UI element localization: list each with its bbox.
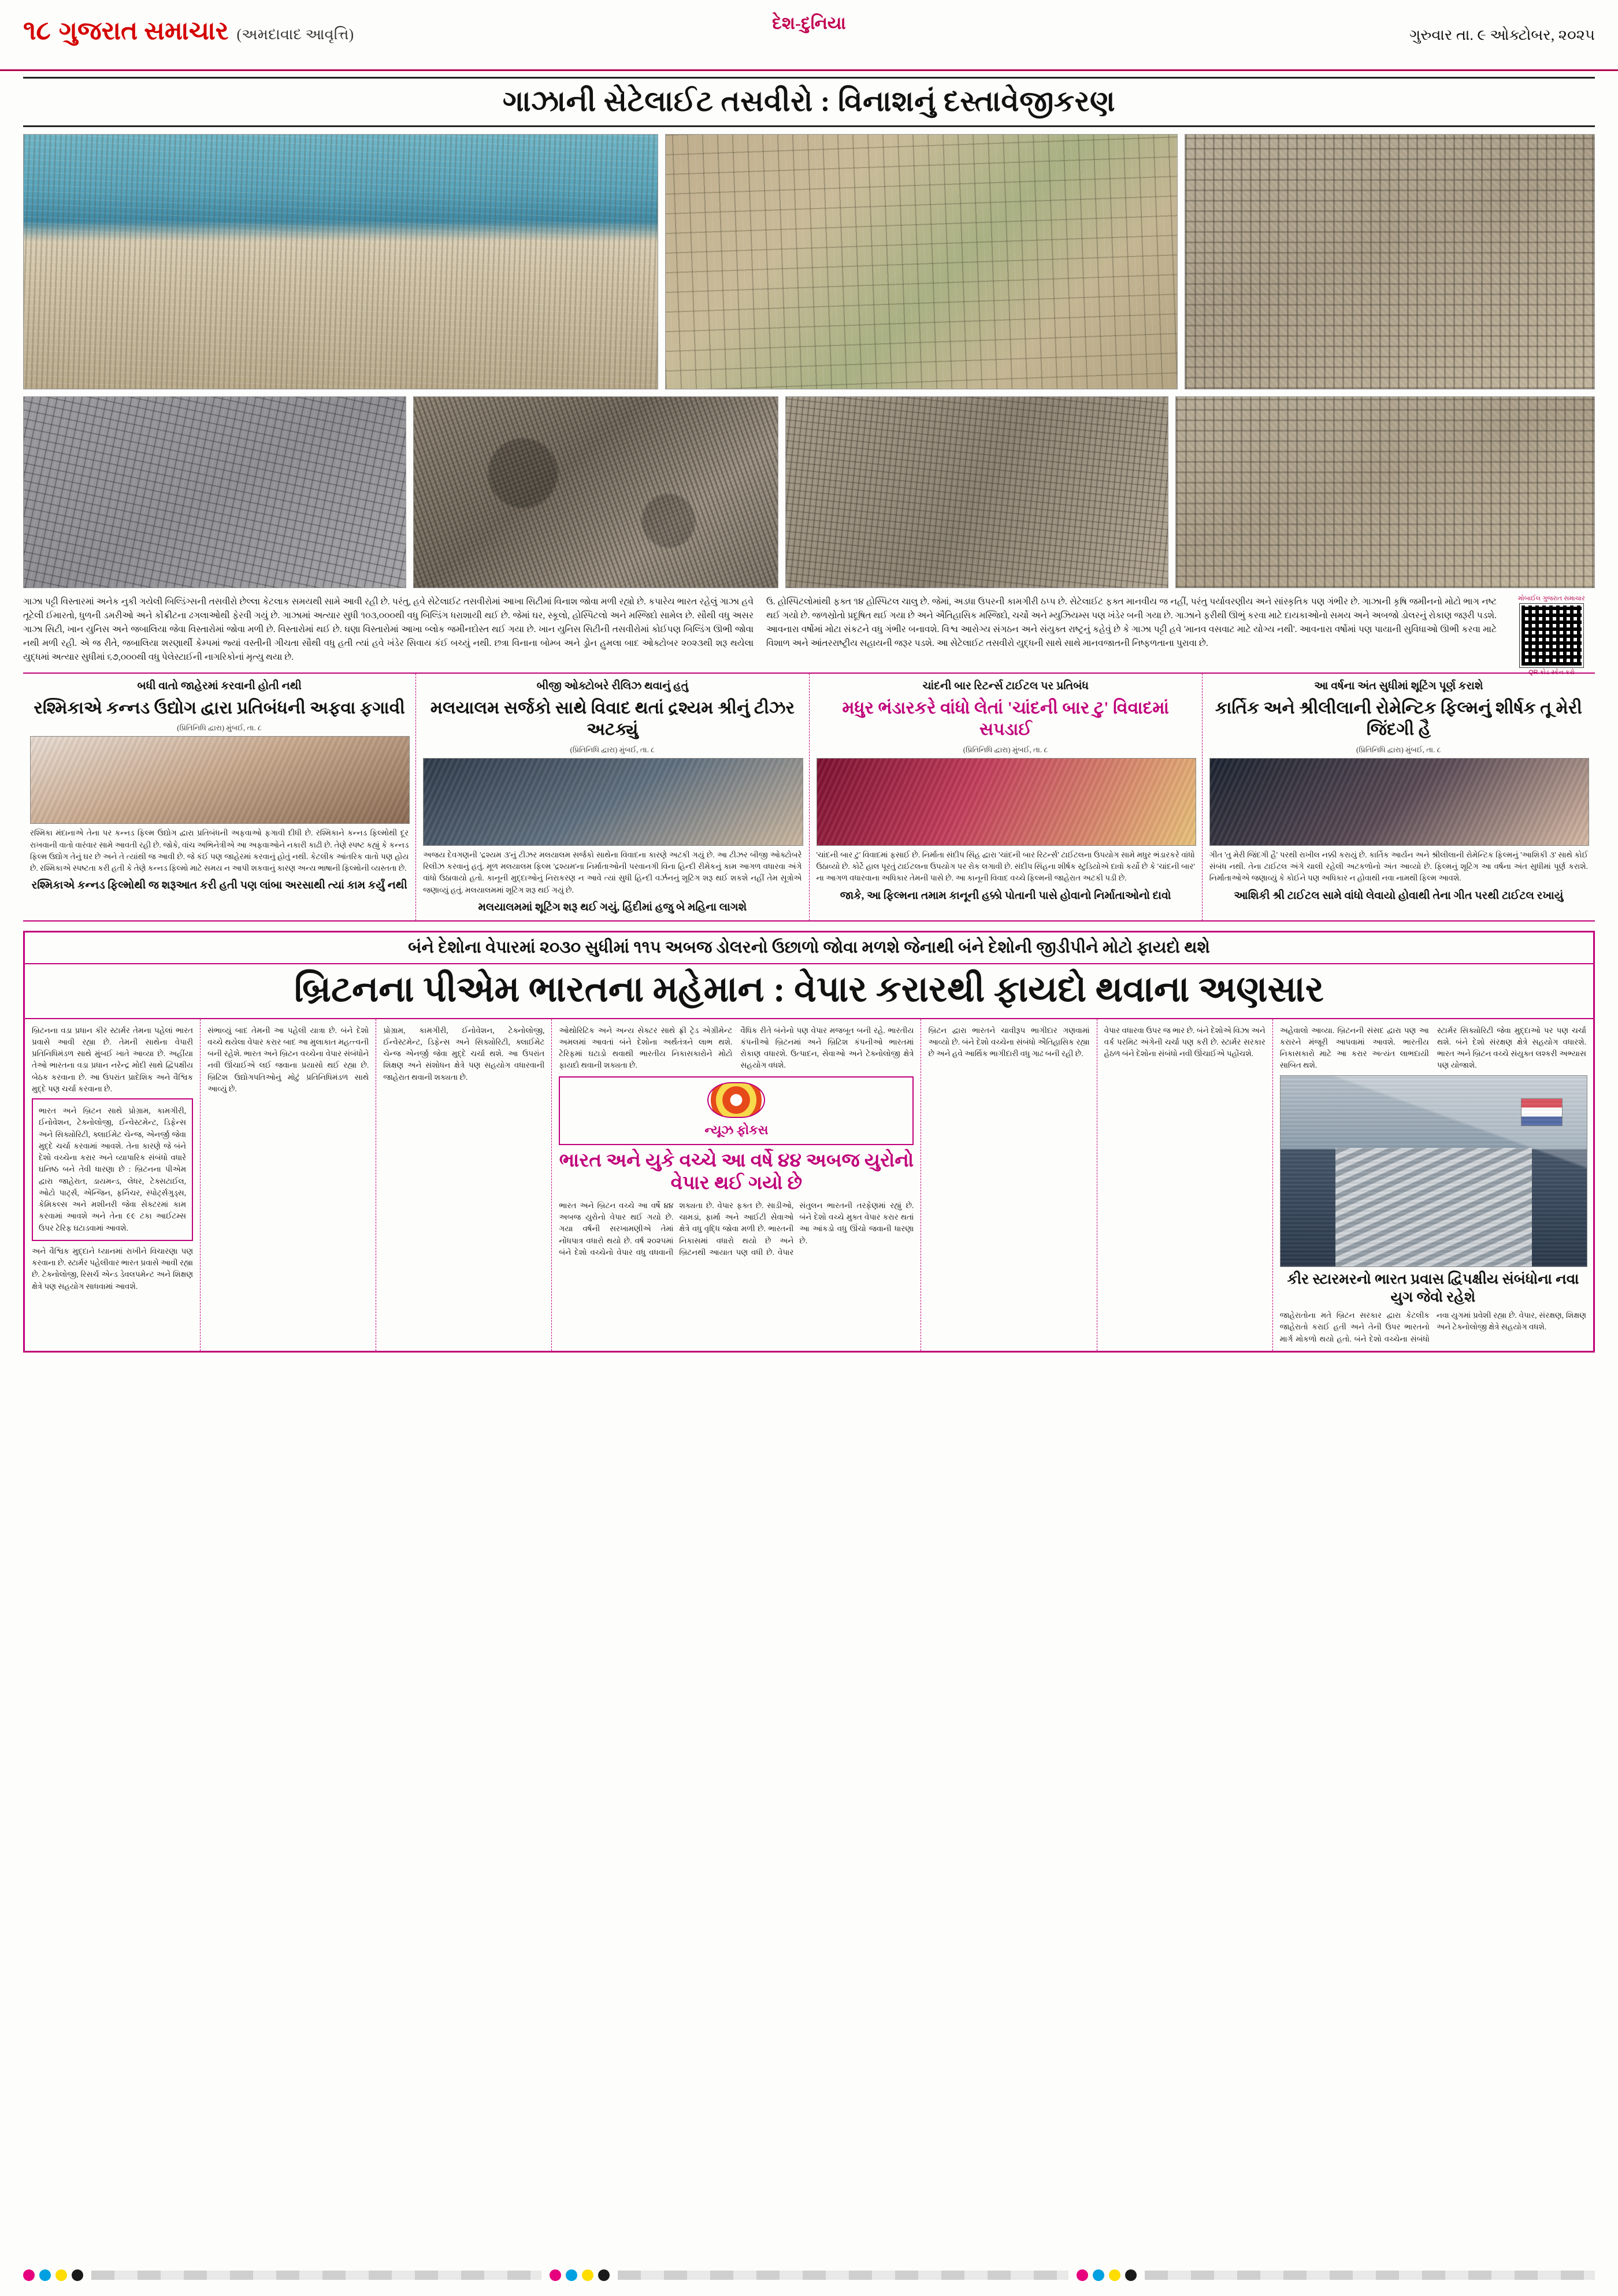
entertainment-story-band: [23, 673, 1595, 922]
lead-headline: ગાઝાની સેટેલાઈટ તસવીરો : વિનાશનું દસ્તાવેજીકરણ: [502, 85, 1116, 117]
color-dot-magenta: [23, 2269, 35, 2281]
britain-column-3: [376, 1019, 552, 1351]
story-byline: (પ્રિતિનિધિ દ્વારા) મુંબઈ, તા. ૮: [1356, 745, 1441, 754]
color-dot-magenta: [550, 2269, 561, 2281]
masthead-left: [23, 15, 354, 47]
story-footer: રશ્મિકાએ કન્નડ ફિલ્મોથી જ શરૂઆત કરી હતી પણ લાંબા અરસાથી ત્યાં કામ કર્યું નથી: [31, 879, 407, 892]
issue-date: ગુરુવાર તા. ૯ ઓક્ટોબર, ૨૦૨૫: [1409, 27, 1595, 43]
registration-band-2: [618, 2271, 1068, 2280]
story-byline: (પ્રિતિનિધિ દ્વારા) મુંબઈ, તા. ૮: [177, 723, 262, 733]
britain-column-1: [25, 1019, 201, 1351]
photo-urban-block: [1185, 134, 1595, 389]
sub1-text-2: વેપાર ફક્ત છે. સાડીઓ, ચામડાં, ફાર્મા અને આઈટી સેવાઓ ક્ષેત્રે વધુ વૃદ્ધિ જોવા મળી છે. ભારતની નિકાસમાં વધારો થયો છે અને બ્રિટનથી આયાત પણ વધી છે.: [679, 1201, 794, 1257]
britain-highlight-text: ભારત અને બ્રિટન સાથે પ્રોગ્રામ, કામગીરી, ઈનોવેશન, ટેક્નોલોજી, ઈન્વેસ્ટમેન્ટ, ડિફેન્સ અને સિક્યોરિટી, ક્લાઈમેટ ચેન્જ, એનર્જી જેવા મુદ્દે ચર્ચા કરવામાં આવશે. તેના કારણે જે બંને દેશો વચ્ચેના કરાર અને વ્યાપારિક સંબંધો વધારે ઘનિષ્ઠ બને તેવી ધારણા છે : બ્રિટનના પીએમ દ્વારા જાહેરાત, ડાયમન્ડ, લેધર, ટેક્સટાઈલ, ઓટો પાર્ટ્સ, એન્જિન, ફર્નિચર, સ્પોર્ટ્સગુડ્સ, કેમિકલ્સ અને મશીનરી જેવા સેક્ટરમાં કામ કરવામાં આવશે અને તેના ૯૯ ટકા આઈટમ્સ ઉપર ટેરિફ ઘટાડવામાં આવશે.: [39, 1106, 187, 1232]
britain-headline: બ્રિટનના પીએમ ભારતના મહેમાન : વેપાર કરારથી ફાયદો થવાના અણસાર: [294, 970, 1324, 1010]
color-dot-cyan: [39, 2269, 51, 2281]
britain-text-9: સ્ટાર્મર સિક્યોરિટી જેવા મુદ્દાઓ પર પણ ચર્ચા થશે. બંને દેશો સંરક્ષણ ક્ષેત્રે સહયોગ વધારશે. ભારત અને બ્રિટન વચ્ચે સંયુક્ત લશ્કરી અભ્યાસ પણ યોજાશે.: [1437, 1026, 1587, 1070]
story-headline: મધુર ભંડારકરે વાંધો લેતાં 'ચાંદની બાર ટુ' વિવાદમાં સપડાઈ: [842, 698, 1169, 740]
britain-text-8: અહેવાલો આવ્યા. બ્રિટનની સંસદ દ્વારા પણ આ કરારને મંજૂરી આપવામાં આવશે. ભારતીય નિકાસકારો માટે આ કરાર અત્યંત લાભદાયી સાબિત થશે.: [1279, 1026, 1429, 1070]
masthead: [0, 0, 1618, 71]
britain-text-6: બ્રિટન દ્વારા ભારતને ચાવીરૂપ ભાગીદાર ગણવામાં આવ્યો છે. બંને દેશો વચ્ચેના સંબંધો ઐતિહાસિક રહ્યા છે અને હવે આર્થિક ભાગીદારી વધુ ગાઢ બની રહી છે.: [928, 1026, 1090, 1058]
lead-body: [23, 595, 1595, 676]
britain-kicker: બંને દેશોના વેપારમાં ૨૦૩૦ સુધીમાં ૧૧૫ અબજ ડોલરનો ઉછાળો જોવા મળશે જેનાથી બંને દેશોની જીડીપીને મોટો ફાયદો થશે: [408, 938, 1210, 957]
story-drishyam[interactable]: [416, 674, 809, 920]
eye-icon: [707, 1082, 765, 1118]
story-text: 'ચાંદની બાર ટુ' વિવાદમાં ફસાઈ છે. નિર્માતા સંદીપ સિંહ દ્વારા 'ચાંદની બાર રિટર્ન્સ' ટાઈટલના ઉપયોગ સામે મધુર ભંડારકરે વાંધો ઉઠાવ્યો છે. કોર્ટે હાલ પૂરતું ટાઈટલના ઉપયોગ પર રોક લગાવી છે. સંદીપ સિંહના શીર્ષક સ્ટુડિયોએ દાવો કર્યો છે કે 'ચાંદની બાર' ના આગળ વધારવાના અધિકાર તેમની પાસે છે. આ કાનૂની વિવાદ વચ્ચે ફિલ્મની જાહેરાત અટકી પડી છે.: [816, 850, 1195, 883]
news-focus-label: ન્યૂઝ ફોકસ: [704, 1122, 769, 1137]
british-pm-arrival-photo: [1280, 1075, 1587, 1267]
color-dot-magenta: [1077, 2269, 1088, 2281]
story-byline: (પ્રિતિનિધિ દ્વારા) મુંબઈ, તા. ૮: [570, 745, 655, 754]
photo-street-grid: [23, 396, 406, 588]
uk-flag-icon: [1521, 1098, 1563, 1126]
color-dot-yellow: [1109, 2269, 1120, 2281]
news-focus-badge: [559, 1076, 914, 1145]
photo-wide-ruins: [1175, 396, 1595, 588]
britain-text-2: સંભાવ્યું બાદ તેમની આ પહેલી યાત્રા છે. બંને દેશો વચ્ચે થયેલા વેપાર કરાર બાદ આ મુલાકાત મહત્ત્વની બની રહેશે. ભારત અને બ્રિટન વચ્ચેના વેપાર સંબંધોને નવી ઊંચાઈએ લઈ જવાના પ્રયાસો થઈ રહ્યા છે. બ્રિટિશ ઉદ્યોગપતિઓનું મોટું પ્રતિનિધિમંડળ સાથે આવ્યું છે.: [207, 1026, 369, 1093]
qr-title: મોબાઈલ ગુજરાત સમાચાર: [1518, 595, 1585, 602]
britain-text-4: ઓથોરિટિક અને અન્ય સેક્ટર સાથે ફ્રી ટ્રેડ એગ્રીમેન્ટ અમલમાં આવતાં બંને દેશોના અર્થતંત્રને લાભ થશે. ટેરિફમાં ઘટાડો થવાથી ભારતીય નિકાસકારોને મોટો ફાયદો થવાની શક્યતા છે.: [559, 1026, 733, 1070]
color-dot-cyan: [1093, 2269, 1104, 2281]
sub1-text-3: વેપાર સંતુલન ભારતની તરફેણમાં રહ્યું છે. બંને દેશો વચ્ચે મુક્ત વેપાર કરાર થતાં આ આંકડો વધુ ઊંચો જવાની ધારણા છે.: [777, 1201, 914, 1257]
britain-bottom-text: અને વૈશ્વિક મુદ્દાને ધ્યાનમાં રાખીને વિચારણા પણ કરવાના છે. સ્ટાર્મર પહેલીવાર ભારત પ્રવાસે આવી રહ્યા છે. ટેક્નોલોજી, રિસર્ચ એન્ડ ડેવલપમેન્ટ અને શિક્ષણ ક્ષેત્રે પણ સહયોગ સાધવામાં આવશે.: [32, 1246, 194, 1291]
qr-block: [1508, 595, 1595, 677]
photo-grid: [23, 134, 1595, 588]
photo-row-top: [23, 134, 1595, 389]
story-kicker: બધી વાતો જાહેરમાં કરવાની હોતી નથી: [137, 680, 302, 693]
story-footer: મલયાલમમાં શૂટિંગ શરૂ થઈ ગયું, હિંદીમાં હજુ બે મહિના લાગશે: [478, 901, 747, 913]
story-chandni-bar[interactable]: [810, 674, 1203, 920]
story-footer: જાકે, આ ફિલ્મના તમામ કાનૂની હક્કો પોતાની પાસે હોવાનો નિર્માતાઓનો દાવો: [840, 889, 1171, 902]
britain-text-3: પ્રોગ્રામ, કામગીરી, ઈનોવેશન, ટેક્નોલોજી, ઈન્વેસ્ટમેન્ટ, ડિફેન્સ અને સિક્યોરિટી, ક્લાઈમેટ ચેન્જ એનર્જી જેવા મુદ્દે ચર્ચા થશે. આ ઉપરાંત શિક્ષણ અને સંશોધન ક્ષેત્રે પણ સહયોગ વધારવાની જાહેરાત થવાની શક્યતા છે.: [383, 1026, 545, 1082]
britain-column-4: [552, 1019, 921, 1351]
page-number: ૧૮: [23, 16, 51, 45]
color-dot-black: [72, 2269, 83, 2281]
section-title: દેશ-દુનિયા: [772, 14, 846, 33]
story-byline: (પ્રિતિનિધિ દ્વારા) મુંબઈ, તા. ૮: [963, 745, 1048, 754]
sub1-text-1: ભારત અને બ્રિટન વચ્ચે આ વર્ષે ૪૪ અબજ યુરોનો વેપાર થઈ ગયો છે. ગયા વર્ષની સરખામણીએ તેમાં નોંધપાત્ર વધારો થયો છે. વર્ષ ૨૦૨૫માં બંને દેશો વચ્ચેનો વેપાર વધુ વધવાની શક્યતા છે.: [559, 1201, 714, 1257]
sub-story-1-body: [559, 1200, 914, 1258]
story-kicker: ચાંદની બાર રિટર્ન્સ ટાઈટલ પર પ્રતિબંધ: [922, 680, 1089, 693]
color-dot-cyan: [566, 2269, 577, 2281]
color-dots-left: [23, 2269, 83, 2281]
story-kicker: આ વર્ષના અંત સુધીમાં શૂટિંગ પૂર્ણ કરાશે: [1314, 680, 1483, 693]
story-text: અજય દેવગણની 'દ્રશ્યમ ૩'નું ટીઝર મલયાલમ સર્જકો સાથેના વિવાદના કારણે અટકી ગયું છે. આ ટીઝર બીજી ઓક્ટોબરે રિલીઝ કરવાનું હતું. મૂળ મલયાલમ ફિલ્મ 'દ્રશ્યમ'ના નિર્માતાઓની પરવાનગી વિના હિન્દી રીમેકનું કામ આગળ વધારવા અંગે વાંધો ઉઠાવાયો હતો. કાનૂની મુદ્દાઓનું નિરાકરણ ન આવે ત્યાં સુધી હિન્દી વર્ઝનનું શૂટિંગ શરૂ થઈ શકશે નહીં તેમ સૂત્રોએ જણાવ્યું હતું. મલયાલમમાં શૂટિંગ શરૂ થઈ ગયું છે.: [423, 850, 802, 894]
couple-photo: [1209, 758, 1589, 846]
story-headline: મલયાલમ સર્જકો સાથે વિવાદ થતાં દ્રશ્યમ શ્રીનું ટીઝર અટક્યું: [430, 698, 795, 740]
britain-body: [25, 1019, 1593, 1351]
edition-label: (અમદાવાદ આવૃત્તિ): [236, 26, 354, 43]
print-registration-bar: [23, 2269, 1595, 2281]
story-headline: રશ્મિકાએ કન્નડ ઉદ્યોગ દ્વારા પ્રતિબંધની અફવા ફગાવી: [34, 698, 405, 718]
photo-destroyed-rows: [413, 396, 778, 588]
actress-photo: [30, 736, 410, 824]
britain-kicker-row: [25, 932, 1593, 964]
film-poster: [817, 758, 1196, 846]
britain-text-7: વેપાર વધારવા ઉપર જ ભાર છે. બંને દેશોએ વિઝા અને વર્ક પરમિટ અંગેની ચર્ચા પણ કરી છે. સ્ટાર્મર સરકાર હેઠળ બંને દેશોના સંબંધો નવી ઊંચાઈએ પહોંચશે.: [1104, 1026, 1266, 1058]
lead-headline-block: [23, 77, 1595, 127]
sub-story-2-body: જાહેરાતોના મતે બ્રિટન સરકાર દ્વારા કેટલીક જાહેરાતો કરાઈ હતી અને તેની ઉપર ભારતનો માર્ગ મોકળો થયો હતો. બંને દેશો વચ્ચેના સંબંધો નવા યુગમાં પ્રવેશી રહ્યા છે. વેપાર, સંરક્ષણ, શિક્ષણ અને ટેક્નોલોજી ક્ષેત્રે સહયોગ વધશે.: [1279, 1311, 1586, 1343]
story-rashmika[interactable]: [23, 674, 416, 920]
paper-name: ગુજરાત સમાચાર: [58, 17, 229, 45]
registration-band-1: [91, 2271, 541, 2280]
masthead-center: [772, 14, 846, 34]
story-footer: આશિકી શ્રી ટાઈટલ સામે વાંધો લેવાયો હોવાથી તેના ગીત પરથી ટાઈટલ રખાયું: [1234, 889, 1564, 902]
qr-code-image[interactable]: [1520, 604, 1583, 667]
britain-highlight-box: [32, 1098, 193, 1241]
britain-column-2: [201, 1019, 376, 1351]
actor-photo: [423, 758, 803, 846]
story-text: ગીત 'તુ મેરી જિંદગી હૈ' પરથી રાખીલ નક્કી કરાયું છે. કાર્તિક આર્યન અને શ્રીલીલાની રોમેન્ટિક ફિલ્મનું 'આશિકી ૩' સાથે કોઈ સંબંધ નથી. તેના ટાઈટલ અંગે ચાલી રહેલી અટકળોનો અંત આવ્યો છે. ફિલ્મનું શૂટિંગ આ વર્ષના અંત સુધીમાં પૂર્ણ કરાશે. નિર્માતાઓએ જણાવ્યું કે કોઈને પણ અધિકાર ન હોવાથી નવા નામથી ફિલ્મ આવશે.: [1209, 850, 1588, 883]
sub-story-2-headline: કીર સ્ટારમરનો ભારત પ્રવાસ દ્વિપક્ષીય સંબંધોના નવા યુગ જેવો રહેશે: [1287, 1271, 1579, 1305]
story-headline: કાર્તિક અને શ્રીલીલાની રોમેન્ટિક ફિલ્મનું શીર્ષક તૂ મેરી જિંદગી હૈ: [1215, 698, 1582, 740]
qr-caption: QR કોડ સ્કેન કરો: [1528, 669, 1575, 676]
britain-section: [23, 931, 1595, 1352]
britain-text-5: વૈધિક રીતે બંનેનો પણ વેપાર મજબૂત બની રહે. ભારતીય કંપનીઓ બ્રિટનમાં અને બ્રિટિશ કંપનીઓ ભારતમાં રોકાણ વધારશે. ઉત્પાદન, સેવાઓ અને ટેક્નોલોજી ક્ષેત્રે સહયોગ વધશે.: [740, 1026, 914, 1070]
britain-headline-row: [25, 964, 1593, 1019]
britain-column-8: [1273, 1019, 1593, 1351]
lead-column-1: ગાઝા પટ્ટી વિસ્તારમાં અનેક નુકી ગયેલી બિલ્ડિંગ્સની તસવીરો છેલ્લા કેટલાક સમયથી સામે આવી રહી છે. પરંતુ, હવે સેટેલાઈટ તસવીરોમાં આખા સિટીમાં વિનાશ જોવા મળી રહ્યો છે. કપારેય ભારત રહેલું ગાઝા હવે તૂટેલી ઈમારતો, ધુળની ડમરીઓ અને કોંક્રીટના ઢગલાઓથી ફેરવી ગયું છે. ગાઝામાં અત્યાર સુધી ૧૦૩,૦૦૦થી વધુ બિલ્ડિંગ ધરાશાયી થઈ છે. જેમાં ઘર, સ્કૂલો, હોસ્પિટલો અને મસ્જિદો સામેલ છે. સૌથી વધુ અસર ગાઝા સિટી, ખાન યુનિસ અને જબાલિયા જેવા વિસ્તારોમાં જોવા મળી છે. વિસ્તારોમાં થઈ છે. ઘણા વિસ્તારોમાં આખા બ્લોક જમીનદોસ્ત થઈ ગયા છે. ખાન યુનિસ સિટીની તસવીરોમાં કોઈપણ બિલ્ડિંગ ઊભી જોવા નથી મળી રહી. એ જ રીતે, જબાલિયા શરણાર્થી કેમ્પમાં જ્યાં વસ્તીની ગીચતા સૌથી વધુ હતી ત્યાં હવે ખંડેર સિવાય કંઈ બચ્યું નથી. છત્રા વિનાના બોમ્બ અને ડ્રોન હુમલા બાદ ઓક્ટોબર ૨૦૨૩થી શરૂ થયેલા યુદ્ધમાં અત્યાર સુધીમાં ૬૭,૦૦૦થી વધુ પેલેસ્ટાઈની નાગરિકોનાં મૃત્યુ થયા છે.: [23, 597, 754, 663]
story-text: રશ્મિકા મંદાનાએ તેના પર કન્નડ ફિલ્મ ઉદ્યોગ દ્વારા પ્રતિબંધની અફવાઓ ફગાવી દીધી છે. રશ્મિકાને કન્નડ ફિલ્મોથી દૂર રાખવાની વાતો વારંવાર સામે આવતી રહી છે. જોકે, વાંચ અભિનેત્રીએ આ અફવાઓને નકારી કાઢી છે. તેણે સ્પષ્ટ કહ્યું કે કન્નડ ફિલ્મ ઉદ્યોગ તેનું ઘર છે અને તે ત્યાંથી જ આવી છે. જે કંઈ પણ જાહેરમાં કરવાનું હોતું નથી. કેટલીક આંતરિક વાતો પણ હોય છે. રશ્મિકાએ સ્પષ્ટતા કરી હતી કે તેણે કન્નડ ફિલ્મો માટે સમય ન આપી શકવાનું કારણ અન્ય ભાષાની ફિલ્મોની વ્યસ્તતા છે.: [30, 829, 409, 873]
photo-farmland: [665, 134, 1178, 389]
color-dot-yellow: [55, 2269, 67, 2281]
photo-row-bottom: [23, 396, 1595, 588]
aircraft-stairs: [1335, 1148, 1531, 1266]
photo-dense-ruins: [785, 396, 1168, 588]
color-dot-black: [1125, 2269, 1137, 2281]
color-dot-yellow: [582, 2269, 593, 2281]
sub-story-1-headline: ભારત અને યુકે વચ્ચે આ વર્ષે ૪૪ અબજ યુરોનો વેપાર થઈ ગયો છે: [559, 1150, 914, 1194]
color-dots-mid: [550, 2269, 610, 2281]
lead-column-2: ઉ. હોસ્પિટલોમાંથી ફક્ત ૧૪ હોસ્પિટલ ચાલુ છે. જેમાં, અડધા ઉપરની કામગીરી ઠપ્પ છે. સેટેલાઈટ ફક્ત માનવીય જ નહીં, પરંતુ પર્યાવરણીય અને સાંસ્કૃતિક પણ ગંભીર છે. ગાઝાની કૃષિ જમીનનો મોટો ભાગ નષ્ટ થઈ ગયો છે. જળસ્રોતો પ્રદૂષિત થઈ ગયા છે અને ઐતિહાસિક મસ્જિદો, ચર્ચો અને મ્યુઝિયમ્સ પણ ખંડેર બની ગયા છે. ગાઝાને ફરીથી ઊભું કરવા માટે દાયકાઓનો સમય અને અબજો ડોલરનું રોકાણ જરૂરી પડશે. આવનારા વર્ષોમાં મોટા સંકટને વધુ ગંભીર બનાવશે. વિશ્વ આરોગ્ય સંગઠન અને સંયુક્ત રાષ્ટ્રનું કહેવું છે કે ગાઝા પટ્ટી હવે 'માનવ વસવાટ માટે યોગ્ય નથી'. આવનારા વર્ષોમાં પણ પાયાની સુવિધાઓ ઊભી કરવા માટે વિશાળ અને આંતરરાષ્ટ્રીય સહાયની જરૂર પડશે. આ સેટેલાઈટ તસવીરો યુદ્ધની સાથે સાથે માનવજાતની નિષ્ફળતાના પુરાવા છે.: [766, 597, 1497, 649]
registration-band-3: [1145, 2271, 1595, 2280]
color-dots-right: [1077, 2269, 1137, 2281]
britain-column-6: [921, 1019, 1097, 1351]
story-kartik-sreeleela[interactable]: [1203, 674, 1595, 920]
color-dot-black: [598, 2269, 610, 2281]
britain-text-1: બ્રિટનના વડા પ્રધાન કીર સ્ટાર્મર તેમના પહેલાં ભારત પ્રવાસે આવી રહ્યા છે. તેમની સાથેના વેપારી પ્રતિનિધિમંડળ સાથે મુંબઈ ખાતે આવ્યા છે. અહીંયા તેઓ ભારતના વડા પ્રધાન નરેન્દ્ર મોદી સાથે દ્વિપક્ષીય બેઠક કરવાના છે. આ ઉપરાંત પ્રાદેશિક અને વૈશ્વિક મુદ્દે પણ ચર્ચા કરવાના છે.: [32, 1026, 194, 1093]
photo-coastline: [23, 134, 658, 389]
britain-column-7: [1097, 1019, 1273, 1351]
story-kicker: બીજી ઓક્ટોબરે રીલિઝ થવાનું હતું: [536, 680, 689, 693]
